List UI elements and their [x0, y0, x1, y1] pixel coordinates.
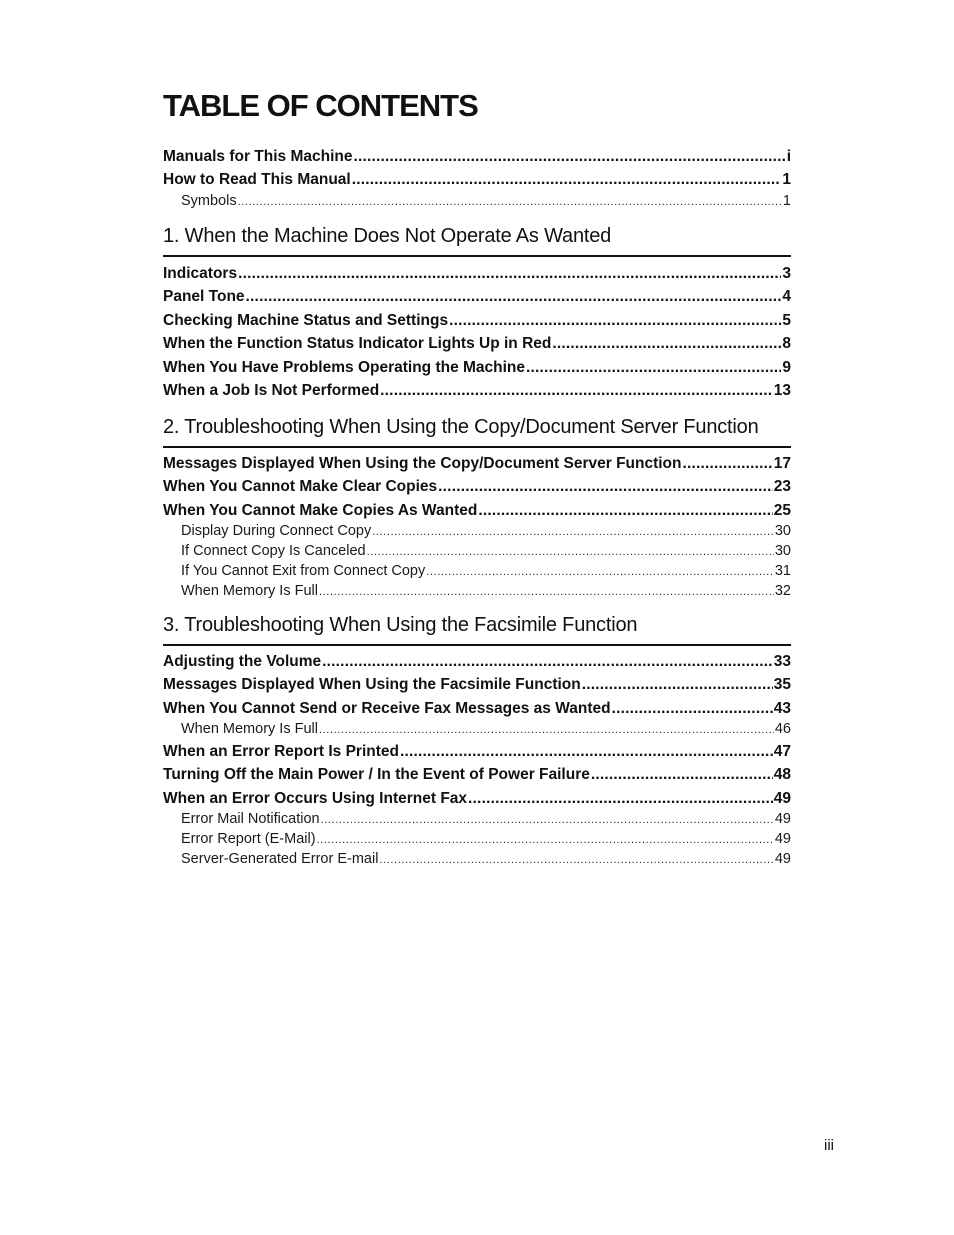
- dot-leader: [552, 332, 781, 355]
- toc-entry-page: 31: [774, 562, 791, 579]
- toc-entry-title: When an Error Report Is Printed: [163, 742, 399, 760]
- dot-leader: [367, 543, 774, 562]
- toc-entry-title: Turning Off the Main Power / In the Event of Power Failure: [163, 766, 590, 784]
- toc-entry[interactable]: [163, 697, 791, 720]
- toc-entry-title: Display During Connect Copy: [181, 523, 372, 540]
- dot-leader: [352, 168, 782, 191]
- dot-leader: [438, 475, 773, 498]
- toc-entry-title: Messages Displayed When Using the Copy/Document Server Function: [163, 455, 682, 472]
- toc-entry[interactable]: [163, 192, 791, 212]
- toc-entry-title: When a Job Is Not Performed: [163, 381, 380, 399]
- toc-entry[interactable]: [163, 720, 791, 740]
- toc-entry[interactable]: [163, 379, 791, 402]
- toc-entry[interactable]: [163, 356, 791, 379]
- toc-entry-page: 5: [782, 311, 791, 329]
- toc-entry-page: 17: [773, 455, 791, 472]
- dot-leader: [322, 650, 773, 673]
- toc-entry-title: When You Cannot Make Copies As Wanted: [163, 501, 478, 519]
- dot-leader: [526, 356, 781, 379]
- toc-entry-page: 47: [773, 742, 791, 760]
- toc-entry-page: 49: [773, 789, 791, 807]
- toc-entry-title: Symbols: [181, 192, 237, 209]
- toc-entry-page: 8: [782, 335, 791, 353]
- dot-leader: [683, 452, 773, 475]
- toc-entry-title: When Memory Is Full: [181, 721, 318, 738]
- toc-entry[interactable]: [163, 850, 791, 870]
- toc-entry-title: Panel Tone: [163, 288, 245, 306]
- dot-leader: [591, 763, 773, 786]
- toc-entry-title: Adjusting the Volume: [163, 653, 322, 670]
- dot-leader: [317, 831, 774, 850]
- toc-entry[interactable]: [163, 542, 791, 562]
- chapter-heading-1: 1. When the Machine Does Not Operate As Wanted: [163, 225, 791, 257]
- toc-entry[interactable]: [163, 475, 791, 498]
- toc-entry[interactable]: [163, 740, 791, 763]
- toc-entry[interactable]: [163, 262, 791, 285]
- dot-leader: [238, 193, 782, 212]
- dot-leader: [582, 673, 773, 696]
- dot-leader: [478, 499, 772, 522]
- toc-chapter-1: [163, 262, 791, 402]
- chapter-heading-2: 2. Troubleshooting When Using the Copy/Document Server Function: [163, 416, 791, 448]
- toc-entry-page: 23: [773, 478, 791, 496]
- dot-leader: [238, 262, 781, 285]
- toc-entry[interactable]: [163, 168, 791, 191]
- toc-entry[interactable]: [163, 452, 791, 475]
- dot-leader: [468, 787, 773, 810]
- toc-entry-title: Error Report (E-Mail): [181, 830, 316, 847]
- toc-entry[interactable]: [163, 332, 791, 355]
- toc-entry-title: When the Function Status Indicator Lights Up in Red: [163, 335, 552, 353]
- toc-entry[interactable]: [163, 830, 791, 850]
- dot-leader: [319, 583, 774, 602]
- toc-chapter-3: [163, 650, 791, 870]
- toc-entry-title: How to Read This Manual: [163, 171, 351, 189]
- toc-entry-page: 1: [782, 171, 791, 189]
- toc-entry-page: 32: [774, 582, 791, 599]
- toc-entry[interactable]: [163, 810, 791, 830]
- toc-entry-title: Server-Generated Error E-mail: [181, 850, 379, 867]
- dot-leader: [426, 563, 774, 582]
- toc-entry-title: When Memory Is Full: [181, 582, 318, 599]
- toc-entry-title: If You Cannot Exit from Connect Copy: [181, 562, 426, 579]
- toc-entry-title: Checking Machine Status and Settings: [163, 311, 449, 329]
- toc-chapter-2: [163, 452, 791, 601]
- page-title: TABLE OF CONTENTS: [163, 88, 478, 123]
- toc-entry-page: 9: [782, 358, 791, 376]
- chapter-heading-3: 3. Troubleshooting When Using the Facsimile Function: [163, 614, 791, 646]
- dot-leader: [372, 523, 774, 542]
- dot-leader: [321, 811, 774, 830]
- dot-leader: [449, 309, 781, 332]
- dot-leader: [379, 851, 773, 870]
- toc-entry-page: 46: [774, 721, 791, 738]
- dot-leader: [612, 697, 773, 720]
- toc-entry-title: When You Have Problems Operating the Machine: [163, 358, 526, 376]
- toc-entry[interactable]: [163, 285, 791, 308]
- toc-entry[interactable]: [163, 650, 791, 673]
- toc-entry-page: 4: [782, 288, 791, 306]
- toc-entry-page: 25: [773, 501, 791, 519]
- toc-entry-page: 43: [773, 699, 791, 717]
- toc-entry-title: Indicators: [163, 265, 238, 282]
- toc-entry-title: When You Cannot Make Clear Copies: [163, 478, 438, 496]
- toc-entry-title: When an Error Occurs Using Internet Fax: [163, 789, 468, 807]
- toc-entry-page: 49: [774, 850, 791, 867]
- toc-entry-page: 49: [774, 811, 791, 828]
- toc-entry[interactable]: [163, 309, 791, 332]
- toc-entry-title: Messages Displayed When Using the Facsimile Function: [163, 676, 581, 694]
- toc-entry-page: i: [786, 148, 791, 165]
- toc-entry-title: Error Mail Notification: [181, 811, 320, 828]
- toc-entry[interactable]: [163, 145, 791, 168]
- toc-front-matter: [163, 145, 791, 212]
- dot-leader: [353, 145, 785, 168]
- toc-entry[interactable]: [163, 787, 791, 810]
- dot-leader: [246, 285, 782, 308]
- toc-entry-page: 48: [773, 766, 791, 784]
- toc-entry-page: 35: [773, 676, 791, 694]
- toc-entry[interactable]: [163, 673, 791, 696]
- dot-leader: [319, 721, 774, 740]
- toc-entry[interactable]: [163, 522, 791, 542]
- toc-entry-page: 30: [774, 542, 791, 559]
- page-number: iii: [824, 1137, 834, 1154]
- toc-entry-title: If Connect Copy Is Canceled: [181, 542, 366, 559]
- toc-entry-page: 30: [774, 523, 791, 540]
- toc-entry-title: Manuals for This Machine: [163, 148, 353, 165]
- toc-entry-page: 3: [782, 265, 791, 282]
- toc-entry-page: 33: [773, 653, 791, 670]
- toc-entry-page: 13: [773, 381, 791, 399]
- toc-entry-title: When You Cannot Send or Receive Fax Messages as Wanted: [163, 699, 611, 717]
- toc-entry[interactable]: [163, 582, 791, 602]
- toc-entry-page: 49: [774, 830, 791, 847]
- toc-entry[interactable]: [163, 763, 791, 786]
- dot-leader: [380, 379, 773, 402]
- toc-entry-page: 1: [782, 192, 791, 209]
- toc-entry[interactable]: [163, 499, 791, 522]
- dot-leader: [400, 740, 773, 763]
- toc-entry[interactable]: [163, 562, 791, 582]
